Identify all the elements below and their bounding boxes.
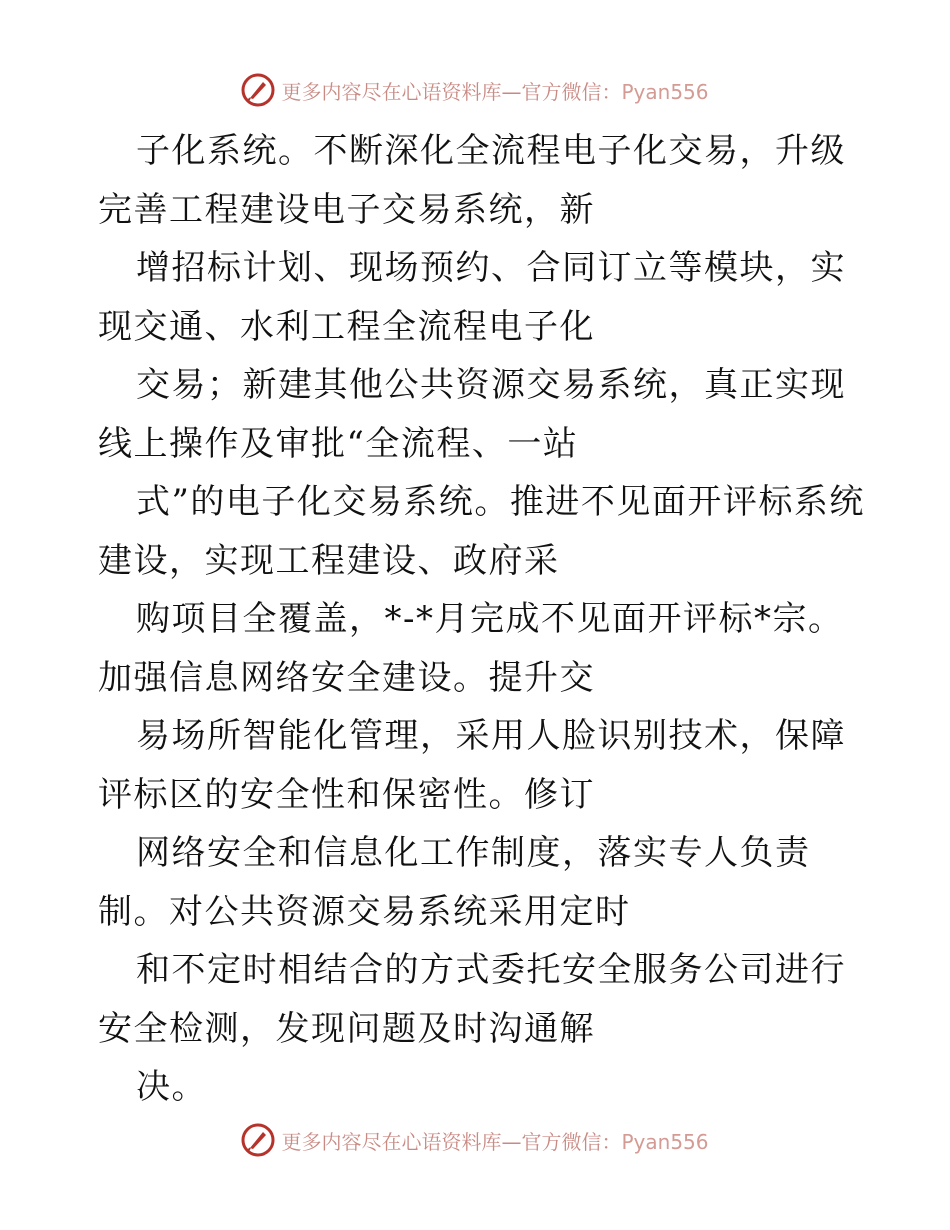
quill-logo-icon [241,1123,275,1157]
paragraph: 子化系统。不断深化全流程电子化交易，升级完善工程建设电子交易系统，新 [98,131,846,230]
paragraph: 增招标计划、现场预约、合同订立等模块，实现交通、水利工程全流程电子化 [98,248,846,347]
header-watermark-text [281,76,708,105]
paragraph: 式”的电子化交易系统。推进不见面开评标系统建设，实现工程建设、政府采 [98,482,865,581]
footer-watermark-banner [0,1120,950,1160]
paragraph: 决。 [136,1067,207,1107]
paragraph: 网络安全和信息化工作制度，落实专人负责制。对公共资源交易系统采用定时 [98,833,811,932]
header-watermark-handle: Pyan556 [621,79,709,104]
footer-watermark-label: 更多内容尽在心语资料库—官方微信： [281,1129,622,1154]
document-body [98,122,868,1117]
paragraph: 购项目全覆盖，*-*月完成不见面开评标*宗。加强信息网络安全建设。提升交 [98,599,844,698]
paragraph: 和不定时相结合的方式委托安全服务公司进行安全检测，发现问题及时沟通解 [98,950,846,1049]
paragraph: 易场所智能化管理，采用人脸识别技术，保障评标区的安全性和保密性。修订 [98,716,846,815]
quill-logo-icon [241,73,275,107]
footer-watermark-handle: Pyan556 [621,1129,709,1154]
header-watermark-banner [0,70,950,110]
footer-watermark-text [281,1126,708,1155]
header-watermark-label: 更多内容尽在心语资料库—官方微信： [281,79,622,104]
paragraph: 交易；新建其他公共资源交易系统，真正实现线上操作及审批“全流程、一站 [98,365,846,464]
